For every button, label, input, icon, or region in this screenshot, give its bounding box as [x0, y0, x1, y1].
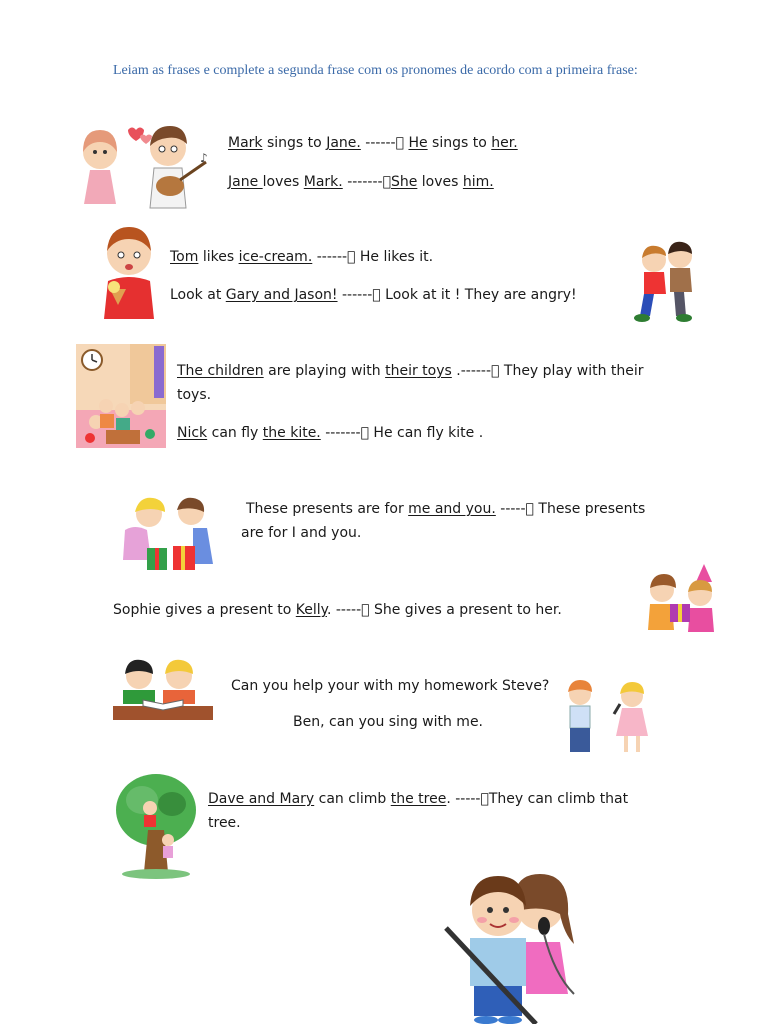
kids-homework-icon: [113, 656, 213, 720]
children-playing-icon: [76, 344, 166, 448]
arrow-text: ------- : [342, 174, 391, 190]
object-me-you: me and you.: [408, 501, 496, 517]
kids-tree-icon: [114, 770, 198, 880]
verb-text: sings to: [262, 135, 327, 151]
object-kite: the kite.: [262, 425, 321, 441]
girls-gift-icon: [640, 562, 720, 634]
object-gary-jason: Gary and Jason!: [225, 287, 338, 303]
instruction-text: Leiam as frases e complete a segunda frase com os pronomes de acordo com a primeira frase:: [113, 63, 638, 78]
sentence-10: Ben, can you sing with me.: [293, 714, 484, 730]
sentence-7: [241, 497, 661, 545]
answer-text: -----  These presents are for I and you.: [241, 501, 646, 541]
pronoun-her: her.: [491, 135, 518, 151]
verb-text: loves: [417, 174, 463, 190]
boys-fighting-icon: [630, 240, 704, 322]
object-ice-cream: ice-cream.: [238, 249, 313, 265]
svg-text:♪: ♪: [200, 151, 208, 165]
verb-text: can climb: [314, 791, 391, 807]
verb-text: loves: [262, 174, 304, 190]
verb-text: Sophie gives a present to: [113, 602, 296, 618]
object-mark: Mark.: [303, 174, 343, 190]
subject-dave-mary: Dave and Mary: [208, 791, 315, 807]
verb-text: These presents are for: [246, 501, 409, 517]
sentence-8: [113, 600, 562, 620]
answer-text: . -----  She gives a present to her.: [326, 602, 562, 618]
pronoun-him: him.: [462, 174, 494, 190]
object-kelly: Kelly: [295, 602, 327, 618]
subject-tom: Tom: [170, 249, 199, 265]
sentence-9: Can you help your with my homework Steve?: [231, 678, 550, 694]
boy-girl-microphone-icon: [440, 872, 584, 1024]
object-jane: Jane.: [326, 135, 361, 151]
arrow-text: ------ : [360, 135, 409, 151]
subject-children: The children: [177, 363, 264, 379]
sentence-3: [170, 247, 433, 267]
subject-jane: Jane: [228, 174, 263, 190]
sentence-4: [170, 285, 577, 305]
couple-singing-icon: [76, 122, 218, 210]
sentence-11: [208, 787, 648, 835]
object-toys: their toys: [385, 363, 452, 379]
verb-text: Look at: [170, 287, 226, 303]
answer-text: ------  He likes it.: [312, 249, 434, 265]
sentence-6: [177, 423, 483, 443]
subject-mark: Mark: [228, 135, 263, 151]
sentence-2: [228, 172, 494, 192]
verb-text: likes: [198, 249, 239, 265]
answer-text: .------  They play with their toys.: [177, 363, 644, 403]
friends-presents-icon: [113, 496, 229, 574]
pronoun-he: He: [408, 135, 428, 151]
answer-text: -------  He can fly kite .: [320, 425, 484, 441]
answer-text: . ----- They can climb that tree.: [208, 791, 629, 831]
verb-text: are playing with: [263, 363, 386, 379]
sentence-5: [177, 359, 647, 407]
answer-text: ------  Look at it ! They are angry!: [337, 287, 577, 303]
verb-text: can fly: [207, 425, 263, 441]
subject-nick: Nick: [177, 425, 208, 441]
pronoun-she: She: [390, 174, 418, 190]
boy-ice-cream-icon: [100, 225, 158, 321]
verb-text: sings to: [427, 135, 492, 151]
kids-singing-icon: [556, 680, 660, 756]
sentence-1: [228, 133, 518, 153]
object-tree: the tree: [390, 791, 447, 807]
